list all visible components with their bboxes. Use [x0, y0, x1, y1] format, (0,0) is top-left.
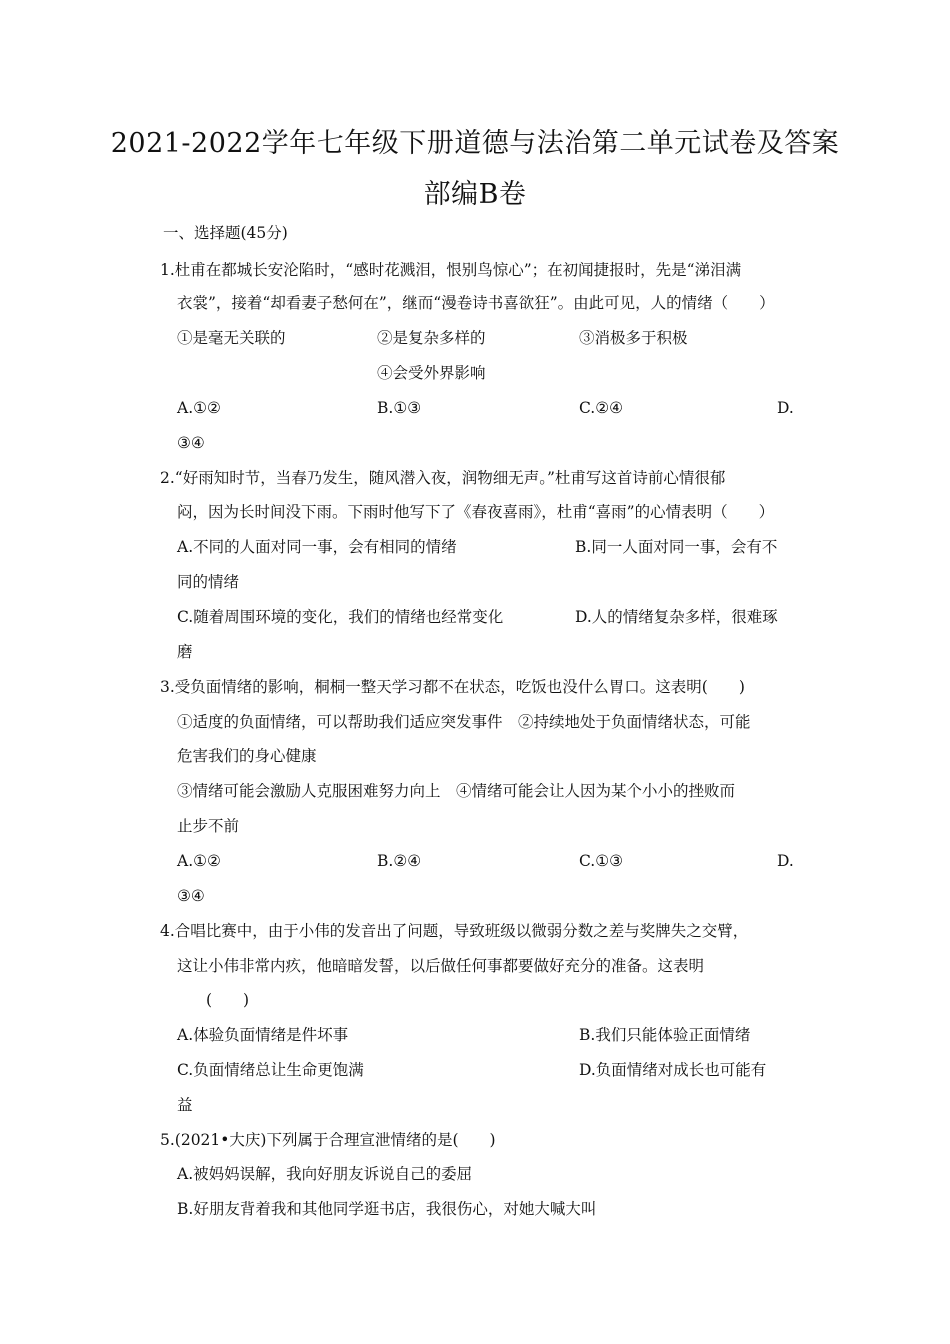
- q3-option-c: C.①③: [579, 852, 624, 870]
- q1-stem-line1: 1.杜甫在都城长安沦陷时，“感时花溅泪，恨别鸟惊心”；在初闻捷报时，先是“涕泪满: [160, 261, 742, 279]
- q2-option-d-cont: 磨: [177, 643, 193, 661]
- q2-option-c: C.随着周围环境的变化，我们的情绪也经常变化: [177, 608, 504, 626]
- q1-option-b: B.①③: [377, 399, 422, 417]
- q1-statement-3: ③消极多于积极: [579, 329, 688, 347]
- q4-option-b: B.我们只能体验正面情绪: [579, 1026, 751, 1044]
- q4-option-d: D.负面情绪对成长也可能有: [579, 1061, 767, 1079]
- q5-option-b: B.好朋友背着我和其他同学逛书店，我很伤心，对她大喊大叫: [177, 1200, 597, 1218]
- q1-option-a: A.①②: [177, 399, 221, 417]
- section-heading: 一、选择题(45分): [163, 224, 288, 242]
- q1-option-d-text: ③④: [177, 434, 205, 452]
- q3-option-b: B.②④: [377, 852, 422, 870]
- q2-stem-line2: 闷，因为长时间没下雨。下雨时他写下了《春夜喜雨》，杜甫“喜雨”的心情表明（ ）: [177, 503, 775, 521]
- q3-option-a: A.①②: [177, 852, 221, 870]
- q5-option-a: A.被妈妈误解，我向好朋友诉说自己的委屈: [177, 1165, 473, 1183]
- q3-stem: 3.受负面情绪的影响，桐桐一整天学习都不在状态，吃饭也没什么胃口。这表明( ): [160, 678, 745, 696]
- q2-stem-line1: 2.“好雨知时节，当春乃发生，随风潜入夜，润物细无声。”杜甫写这首诗前心情很郁: [160, 469, 726, 487]
- q2-option-d: D.人的情绪复杂多样，很难琢: [575, 608, 778, 626]
- q1-option-c: C.②④: [579, 399, 624, 417]
- q3-statement-line4: 止步不前: [177, 817, 240, 835]
- q3-option-d-text: ③④: [177, 887, 205, 905]
- q4-option-a: A.体验负面情绪是件坏事: [177, 1026, 349, 1044]
- q2-option-a: A.不同的人面对同一事，会有相同的情绪: [177, 538, 457, 556]
- q1-statement-2: ②是复杂多样的: [377, 329, 486, 347]
- q4-stem-line1: 4.合唱比赛中，由于小伟的发音出了问题，导致班级以微弱分数之差与奖牌失之交臂，: [160, 922, 749, 940]
- q4-option-c: C.负面情绪总让生命更饱满: [177, 1061, 364, 1079]
- q1-stem-line2: 衣裳”，接着“却看妻子愁何在”，继而“漫卷诗书喜欲狂”。由此可见，人的情绪（ ）: [177, 294, 775, 312]
- q2-option-b-cont: 同的情绪: [177, 573, 240, 591]
- q1-statement-1: ①是毫无关联的: [177, 329, 286, 347]
- page-subtitle: 部编B卷: [423, 179, 527, 210]
- q4-option-d-cont: 益: [177, 1096, 193, 1114]
- q5-stem: 5.(2021•大庆)下列属于合理宣泄情绪的是( ): [160, 1131, 496, 1149]
- q1-option-d: D.: [777, 399, 794, 417]
- q4-stem-line2: 这让小伟非常内疚，他暗暗发誓，以后做任何事都要做好充分的准备。这表明: [177, 957, 705, 975]
- q2-option-b: B.同一人面对同一事，会有不: [575, 538, 778, 556]
- q1-statement-4: ④会受外界影响: [377, 364, 486, 382]
- q3-option-d: D.: [777, 852, 794, 870]
- q3-statement-line2: 危害我们的身心健康: [177, 747, 317, 765]
- q3-statement-line3: ③情绪可能会激励人克服困难努力向上 ④情绪可能会让人因为某个小小的挫败而: [177, 782, 736, 800]
- q3-statement-line1: ①适度的负面情绪，可以帮助我们适应突发事件 ②持续地处于负面情绪状态，可能: [177, 713, 751, 731]
- page-title: 2021-2022学年七年级下册道德与法治第二单元试卷及答案: [110, 128, 840, 159]
- q4-answer-paren: ( ): [206, 991, 250, 1009]
